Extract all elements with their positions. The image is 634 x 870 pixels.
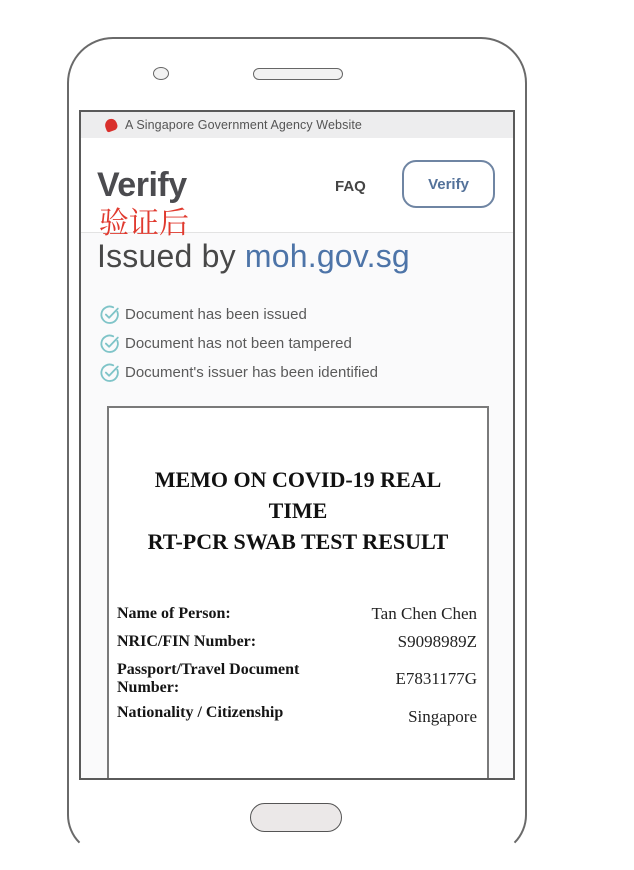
field-value: Tan Chen Chen [371, 604, 477, 623]
phone-screen [79, 110, 515, 780]
earpiece-speaker-icon [253, 68, 343, 80]
masthead-text: A Singapore Government Agency Website [125, 118, 362, 132]
document-fields [117, 600, 477, 738]
check-circle-icon [99, 333, 121, 355]
field-value: S9098989Z [397, 632, 477, 651]
field-name [117, 600, 477, 628]
field-value: Singapore [408, 707, 477, 726]
verification-checks [99, 300, 378, 387]
home-button[interactable] [250, 803, 342, 832]
field-value: E7831177G [395, 669, 477, 688]
field-label: NRIC/FIN Number: [117, 633, 257, 650]
field-label: Name of Person: [117, 605, 231, 622]
document-title-line: TIME [268, 498, 328, 523]
check-text: Document has been issued [125, 306, 307, 323]
check-circle-icon [99, 304, 121, 326]
faq-link[interactable]: FAQ [335, 178, 366, 195]
document-title-line: MEMO ON COVID-19 REAL [154, 467, 442, 492]
verify-button[interactable]: Verify [402, 160, 495, 208]
issuer-domain: moh.gov.sg [244, 238, 410, 274]
field-nric [117, 628, 477, 656]
field-nationality [117, 702, 477, 738]
check-item [99, 329, 378, 358]
brand-logo[interactable]: Verify [97, 166, 187, 204]
check-item [99, 358, 378, 387]
issuer-prefix: Issued by [97, 238, 236, 274]
field-label: Nationality / Citizenship [117, 704, 284, 721]
issuer-heading [97, 238, 410, 275]
lion-head-logo-icon [103, 117, 118, 132]
check-circle-icon [99, 362, 121, 384]
field-passport [117, 656, 477, 702]
front-camera-icon [153, 67, 169, 80]
check-text: Document has not been tampered [125, 335, 352, 352]
navbar [81, 138, 513, 241]
government-masthead [81, 112, 513, 138]
certificate-document [107, 406, 489, 780]
check-item [99, 300, 378, 329]
document-title-line: RT-PCR SWAB TEST RESULT [147, 529, 449, 554]
check-text: Document's issuer has been identified [125, 364, 379, 381]
brand-annotation: 验证后 [99, 206, 189, 241]
document-title [109, 464, 487, 557]
field-label: Passport/Travel Document Number: [117, 661, 300, 696]
